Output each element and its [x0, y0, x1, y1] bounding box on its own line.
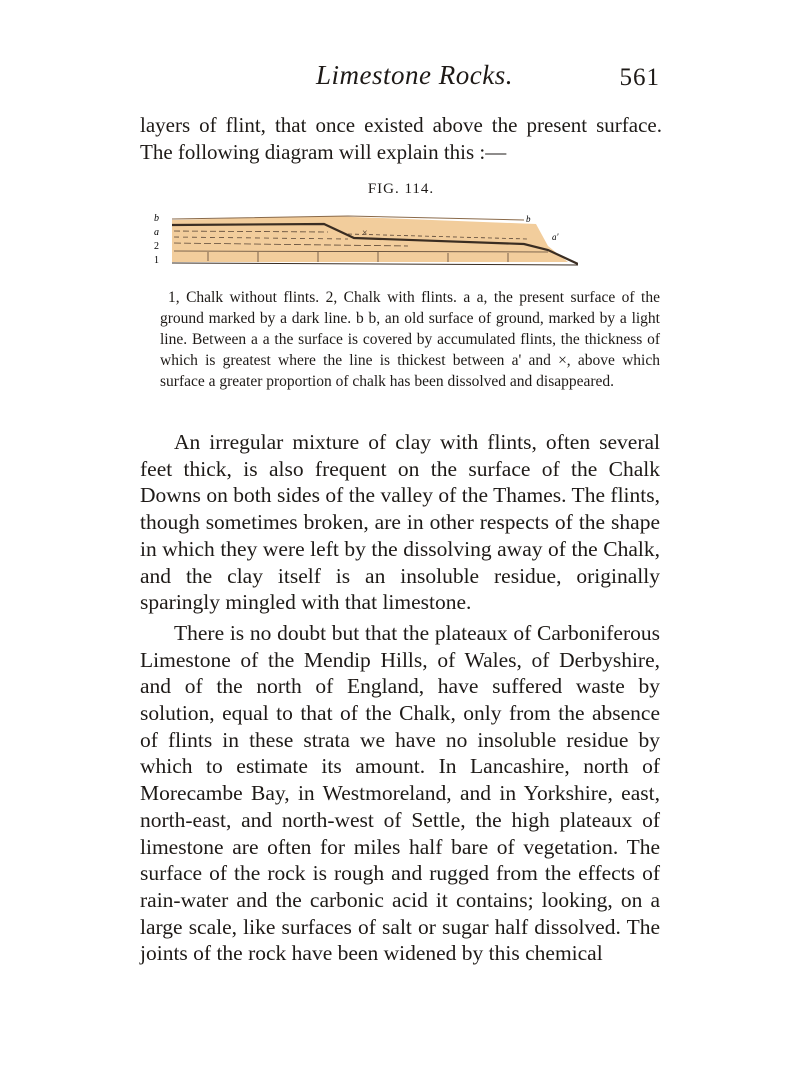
point-label-a-prime: a'	[552, 232, 559, 242]
body-text	[140, 429, 660, 971]
paragraph-carboniferous-limestone: There is no doubt but that the plateaux of Carboniferous Limestone of the Mendip Hills, of Wales, of Derbyshire, and of the north of England, have suffered waste by solution, equal to that of the Chalk, only from the absence of flints in these strata we have no insoluble residue by which to estimate its amount. In Lancashire, north of Morecambe Bay, in Westmoreland, and in Yorkshire, east, north-east, and north-west of Settle, the high plateaux of limestone are often for miles half bare of vegetation. The surface of the rock is rough and rugged from the effects of rain-water and the carbonic acid it contains; looking, on a large scale, like surfaces of salt or sugar half dissolved. The joints of the rock have been widened by this chemical	[140, 620, 660, 966]
paragraph-clay-with-flints: An irregular mixture of clay with flints, often several feet thick, is also frequent on the surface of the Chalk Downs on both sides of the valley of the Thames. The flints, though sometimes broken, are in other respects of the shape in which they were left by the dissolving away of the Chalk, and the clay itself is an insoluble residue, originally sparingly mingled with that limestone.	[140, 430, 660, 615]
running-head	[140, 58, 660, 102]
layer-label-2: 2	[154, 241, 159, 252]
page-number: 561	[619, 64, 660, 91]
ground-baseline	[172, 263, 578, 265]
chapter-title: Limestone Rocks.	[316, 60, 513, 90]
geological-cross-section-diagram	[148, 206, 578, 272]
layer-label-b: b	[154, 213, 159, 224]
figure-label: FIG. 114.	[367, 181, 435, 197]
x-mark: ×	[362, 228, 368, 239]
figure-caption	[160, 287, 660, 392]
point-label-b: b	[526, 214, 531, 224]
caption-text: 1, Chalk without flints. 2, Chalk with flints. a a, the present surface of the ground marked by a dark line. b b, an old surface of ground, marked by a light line. Between a a the surface is covered by accumulated flints, the thickness of which is greatest where the line is thickest between a' and ×, above which surface a greater proportion of chalk has been dissolved and disappeared.	[160, 289, 660, 390]
layer-label-1: 1	[154, 255, 159, 266]
intro-paragraph: layers of flint, that once existed above the present surface. The following diagram will explain this :—	[140, 113, 662, 164]
intro-text	[140, 112, 662, 166]
layer-label-a: a	[154, 227, 159, 238]
